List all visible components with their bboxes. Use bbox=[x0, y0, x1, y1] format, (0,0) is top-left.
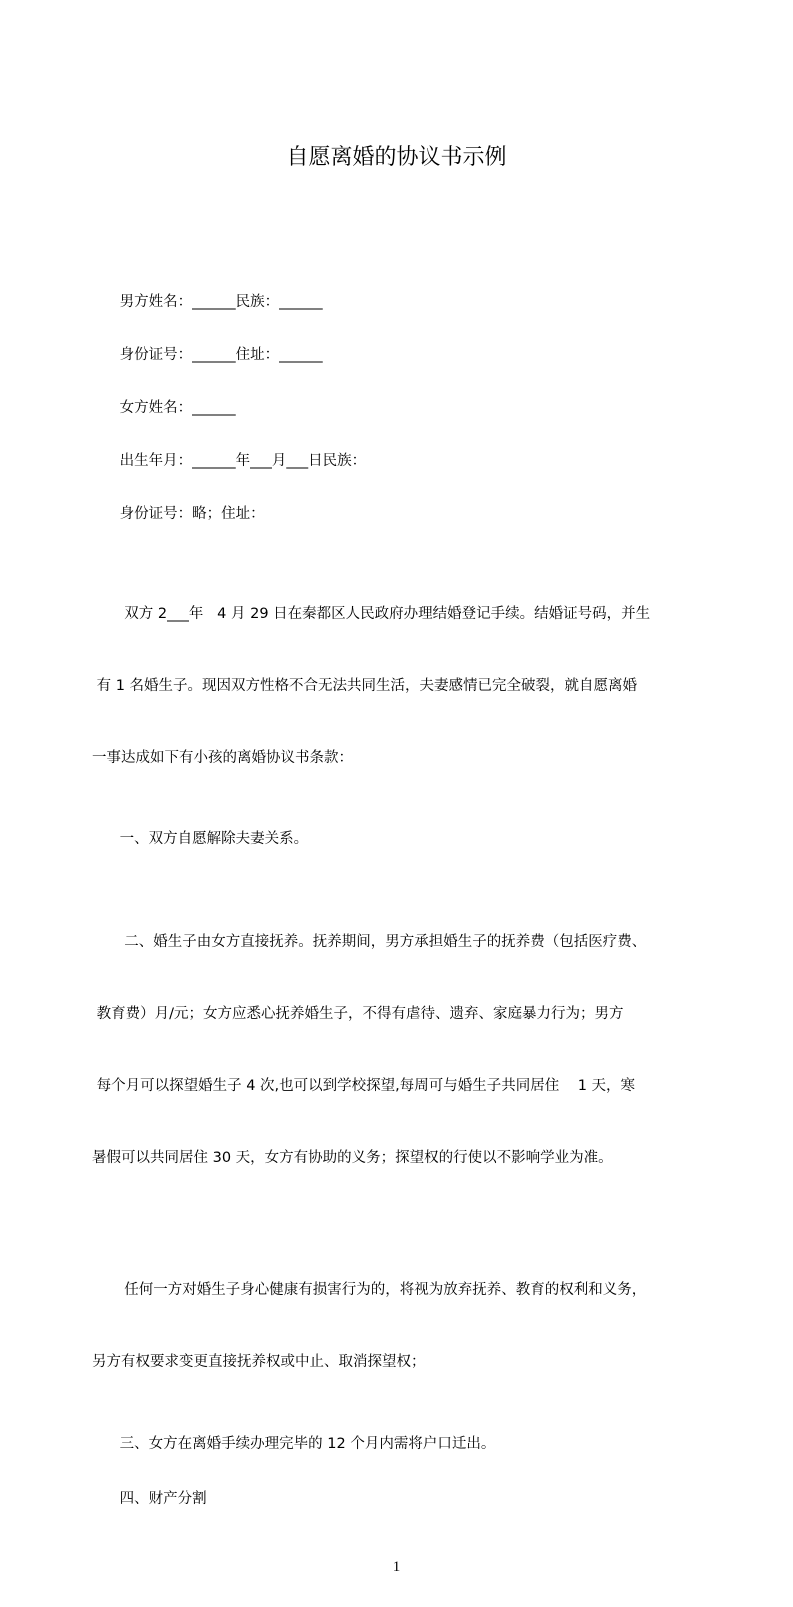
clause-2-supplement bbox=[92, 1230, 732, 1398]
text-line: 双方 2___年 4 月 29 日在秦都区人民政府办理结婚登记手续。结婚证号码，并生 bbox=[92, 606, 651, 622]
text-line: 男方姓名：______民族：______ bbox=[92, 294, 323, 310]
paragraph-birth-date bbox=[92, 449, 732, 473]
document-title: 自愿离婚的协议书示例 bbox=[286, 145, 507, 170]
text-line: 暑假可以共同居住 30 天，女方有协助的义务；探望权的行使以不影响学业为准。 bbox=[92, 1150, 613, 1166]
clause-2 bbox=[92, 882, 732, 1194]
text-line: 每个月可以探望婚生子 4 次,也可以到学校探望,每周可与婚生子共同居住 1 天，寒 bbox=[92, 1078, 636, 1094]
text-line: 身份证号：略；住址： bbox=[92, 506, 265, 522]
paragraph-male-id bbox=[92, 343, 732, 367]
paragraph-female-name bbox=[92, 396, 732, 420]
text-line: 三、女方在离婚手续办理完毕的 12 个月内需将户口迁出。 bbox=[92, 1436, 496, 1452]
text-line: 教育费）月/元；女方应悉心抚养婚生子，不得有虐待、遗弃、家庭暴力行为；男方 bbox=[92, 1006, 624, 1022]
clause-3 bbox=[92, 1432, 732, 1456]
text-line: 出生年月：______年___月___日民族： bbox=[92, 453, 367, 469]
text-line: 任何一方对婚生子身心健康有损害行为的，将视为放弃抚养、教育的权利和义务， bbox=[92, 1282, 647, 1298]
text-line: 另方有权要求变更直接抚养权或中止、取消探望权； bbox=[92, 1354, 426, 1370]
text-line: 一事达成如下有小孩的离婚协议书条款： bbox=[92, 750, 353, 766]
paragraph-female-id bbox=[92, 502, 732, 526]
text-line: 二、婚生子由女方直接抚养。抚养期间，男方承担婚生子的抚养费（包括医疗费、 bbox=[92, 934, 647, 950]
text-line: 一、双方自愿解除夫妻关系。 bbox=[92, 831, 309, 847]
text-line: 四、财产分割 bbox=[92, 1491, 207, 1507]
paragraph-male-name bbox=[92, 290, 732, 314]
clause-1 bbox=[92, 827, 732, 851]
clause-4 bbox=[92, 1487, 732, 1511]
text-line: 女方姓名：______ bbox=[92, 400, 236, 416]
text-line: 身份证号：______住址：______ bbox=[92, 347, 323, 363]
page-number: 1 bbox=[392, 1559, 401, 1575]
paragraph-marriage bbox=[92, 554, 732, 794]
text-line: 有 1 名婚生子。现因双方性格不合无法共同生活，夫妻感情已完全破裂，就自愿离婚 bbox=[92, 678, 638, 694]
